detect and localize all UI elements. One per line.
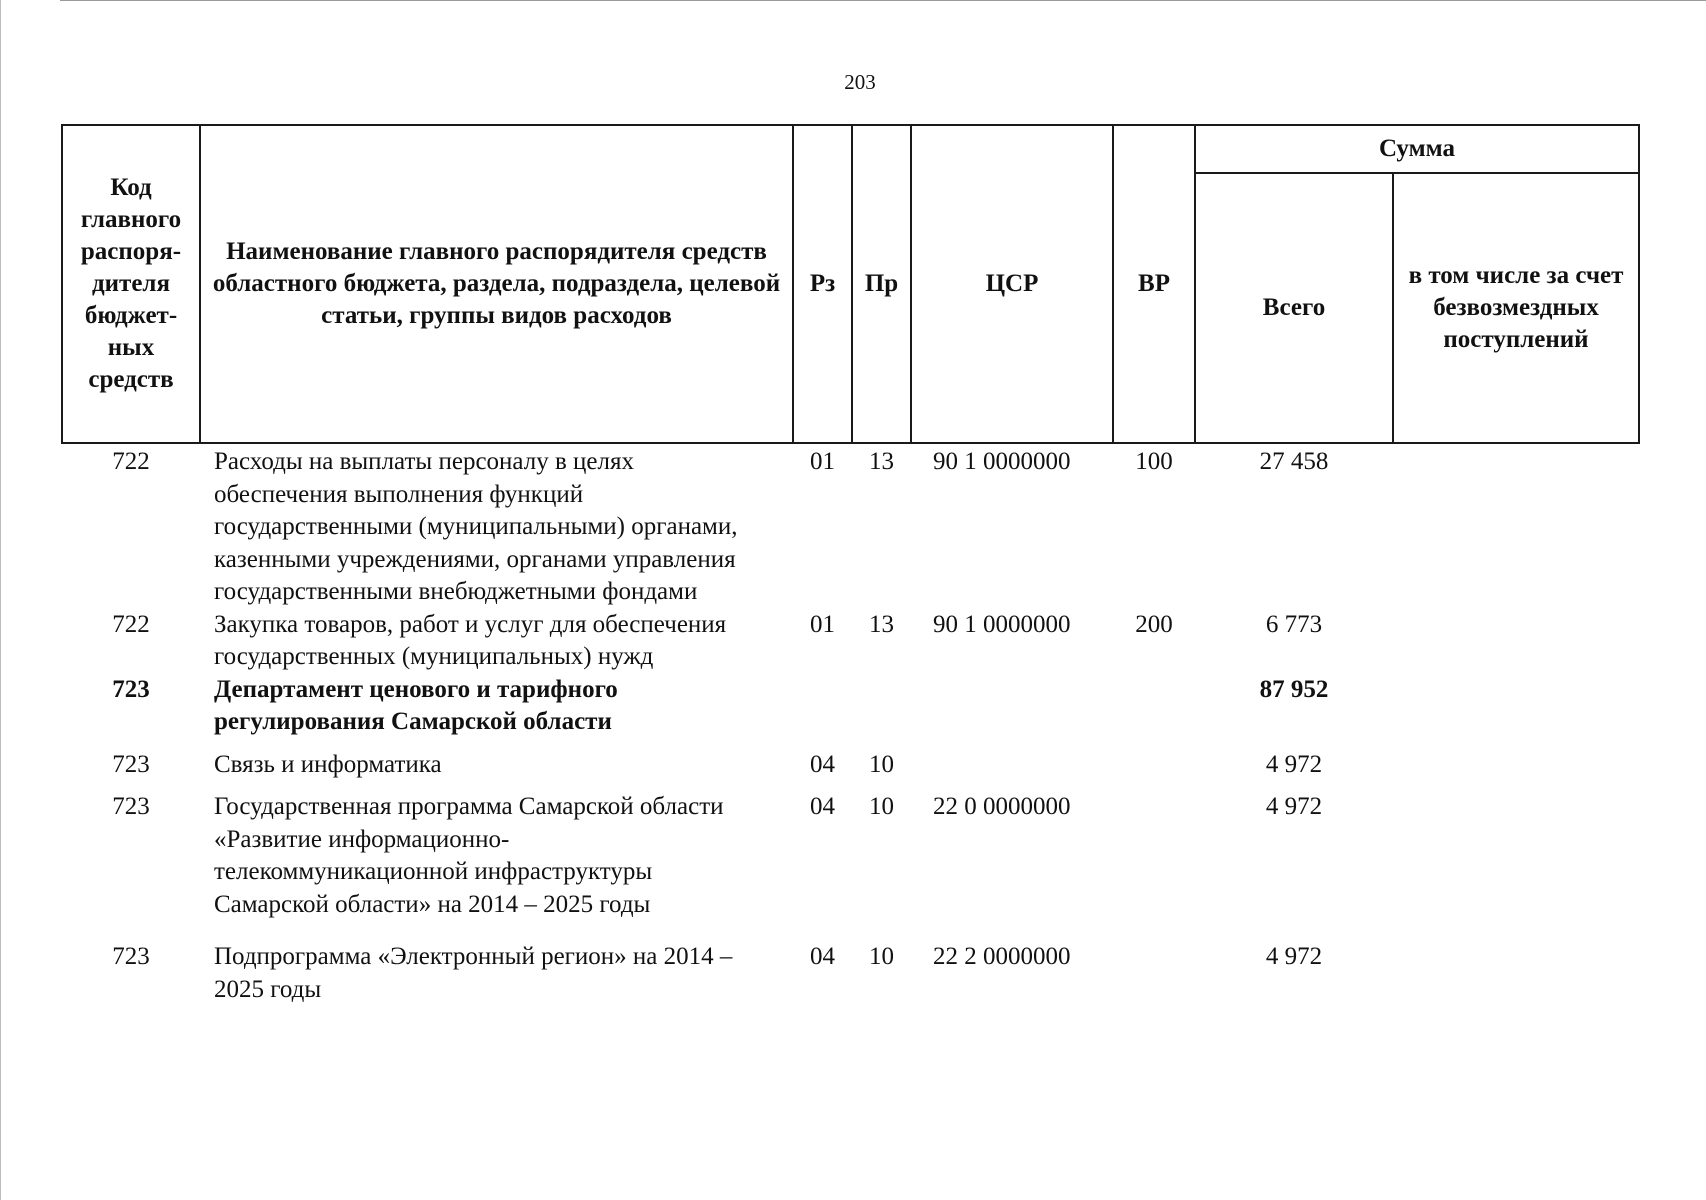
- table-row: [62, 609, 1639, 674]
- cell-csr: 90 1 0000000: [933, 448, 1071, 475]
- table-header: [62, 125, 1639, 443]
- cell-incl: [1393, 443, 1639, 609]
- header-code: Код главного распоря-дителя бюджет-ных средств: [62, 125, 200, 443]
- cell-incl: [1393, 609, 1639, 674]
- page-number: 203: [844, 70, 876, 94]
- cell-pr: [852, 674, 911, 749]
- cell-code: 723: [112, 675, 150, 703]
- cell-rz: 01: [810, 448, 835, 475]
- budget-table: [61, 124, 1640, 1006]
- cell-rz: [793, 674, 852, 749]
- cell-pr: 10: [869, 750, 894, 778]
- header-csr: ЦСР: [911, 125, 1113, 443]
- cell-total: 4 972: [1265, 943, 1323, 970]
- cell-name: Закупка товаров, работ и услуг для обеспечения государственных (муниципальных) нужд: [214, 610, 727, 670]
- cell-vr: [1113, 749, 1195, 792]
- cell-csr: 90 1 0000000: [933, 610, 1071, 638]
- table-row: [62, 443, 1639, 609]
- header-sum: Сумма: [1195, 125, 1639, 173]
- table-row: [62, 791, 1639, 941]
- header-name: Наименование главного распорядителя средств областного бюджета, раздела, подраздела, целевой статьи, группы видов расходов: [200, 125, 793, 443]
- header-incl: в том числе за счет безвозмездных поступлений: [1393, 173, 1639, 443]
- cell-pr: 10: [869, 943, 894, 970]
- cell-total: 87 952: [1259, 675, 1329, 703]
- cell-rz: 01: [810, 610, 835, 638]
- cell-pr: 10: [869, 793, 894, 820]
- cell-vr: [1113, 674, 1195, 749]
- header-vr: ВР: [1113, 125, 1195, 443]
- cell-name: Департамент ценового и тарифного регулирования Самарской области: [214, 675, 618, 735]
- cell-code: 723: [112, 750, 150, 778]
- cell-pr: 13: [869, 448, 894, 475]
- top-rule: [60, 0, 1706, 1]
- cell-name: Связь и информатика: [214, 750, 442, 778]
- table-row-department: [62, 674, 1639, 749]
- cell-vr: [1113, 791, 1195, 941]
- cell-vr: 100: [1135, 448, 1173, 475]
- cell-vr: [1113, 941, 1195, 1006]
- cell-incl: [1393, 674, 1639, 749]
- cell-incl: [1393, 791, 1639, 941]
- cell-incl: [1393, 749, 1639, 792]
- header-rz: Рз: [793, 125, 852, 443]
- cell-code: 723: [112, 943, 150, 970]
- table-row: [62, 941, 1639, 1006]
- cell-code: 722: [112, 610, 150, 638]
- cell-csr: [911, 749, 1113, 792]
- cell-total: 6 773: [1265, 610, 1323, 638]
- table-row: [62, 749, 1639, 792]
- cell-rz: 04: [810, 943, 835, 970]
- cell-rz: 04: [810, 793, 835, 820]
- cell-name: Расходы на выплаты персоналу в целях обеспечения выполнения функций государственными (муниципальными) органами, казенными учреждениями, органами управления государственными внебюджетными фондами: [214, 448, 738, 605]
- header-pr: Пр: [852, 125, 911, 443]
- cell-name: Государственная программа Самарской области «Развитие информационно-телекоммуникационной инфраструктуры Самарской области» на 2014 – 2025 годы: [214, 793, 724, 918]
- cell-vr: 200: [1135, 610, 1173, 638]
- cell-code: 723: [112, 793, 150, 820]
- cell-pr: 13: [869, 610, 894, 638]
- cell-csr: 22 2 0000000: [933, 943, 1071, 970]
- cell-rz: 04: [810, 750, 835, 778]
- header-total: Всего: [1195, 173, 1393, 443]
- cell-csr: [911, 674, 1113, 749]
- cell-code: 722: [112, 448, 150, 475]
- cell-csr: 22 0 0000000: [933, 793, 1071, 820]
- cell-total: 4 972: [1265, 793, 1323, 820]
- page-left-edge: [0, 0, 1, 1200]
- table-body: [62, 443, 1639, 1006]
- cell-incl: [1393, 941, 1639, 1006]
- cell-total: 27 458: [1259, 448, 1329, 475]
- cell-name: Подпрограмма «Электронный регион» на 2014 – 2025 годы: [214, 943, 733, 1003]
- cell-total: 4 972: [1265, 750, 1323, 778]
